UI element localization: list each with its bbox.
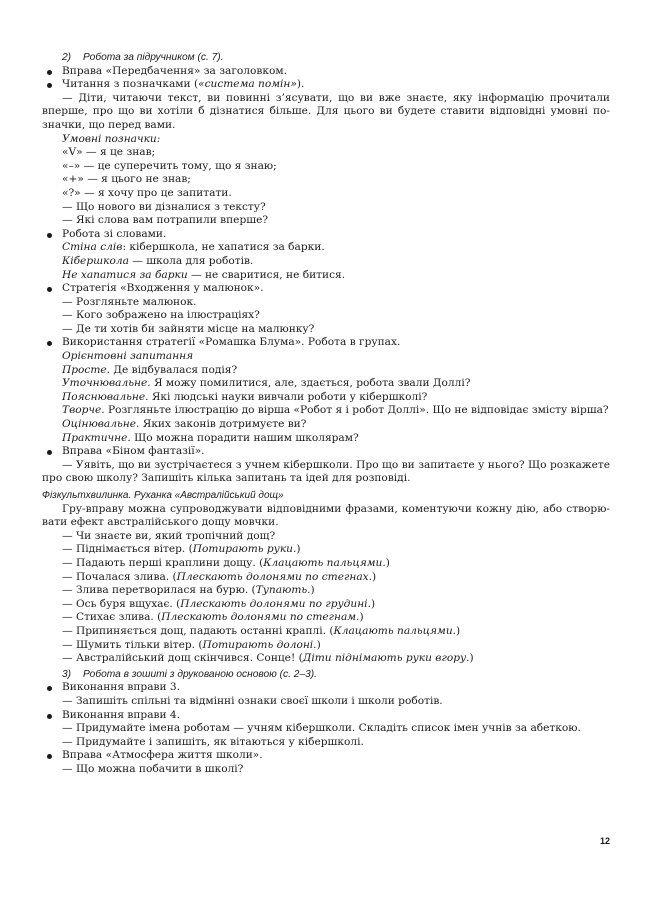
rain-end: ) (385, 556, 390, 569)
rain-note: Потирають руки. (192, 543, 297, 556)
section-heading-2 (62, 51, 610, 65)
rain-note: Клацають пальцями. (263, 556, 386, 569)
rain-text: — Австралійський дощ скінчився. Сонце! ( (62, 652, 303, 665)
bullet-prediction: Вправа «Передбачення» за заголовком. (42, 65, 610, 79)
rain-note: Плескають долонями по грудині. (180, 597, 371, 610)
rain-end: ) (296, 543, 301, 556)
bloom-question (42, 404, 610, 418)
rain-line (42, 611, 610, 625)
rain-text: — Падають перші краплини дощу. ( (62, 556, 264, 569)
bloom-label: Практичне. (62, 431, 131, 444)
bloom-question (42, 377, 610, 391)
rain-end: ) (310, 584, 315, 597)
section-number: 2) (62, 52, 72, 63)
word-term: Кібершкола (62, 254, 129, 267)
rain-text: — Ось буря вщухає. ( (62, 597, 181, 610)
question-line: — Що нового ви дізналися з тексту? (62, 200, 266, 213)
rain-text: — Почалася злива. ( (62, 570, 177, 583)
rain-note: Тупають. (255, 584, 311, 597)
bloom-label: Творче. (62, 404, 105, 417)
bloom-title (42, 350, 610, 364)
word-def: — школа для роботів. (128, 254, 254, 267)
bloom-text: Яких законів дотримуєте ви? (139, 418, 307, 431)
bullet-ex3: Виконання вправи 3. (42, 681, 610, 695)
rain-end: ) (316, 638, 321, 651)
mark-item: «?» — я хочу про це запитати. (62, 186, 232, 199)
rain-note: Плескають долонями по стегнам. (161, 611, 360, 624)
rain-line (42, 571, 610, 585)
section-number: 3) (62, 668, 72, 680)
mark-item: «–» — це суперечить тому, що я знаю; (62, 159, 277, 172)
rain-text: — Стихає злива. ( (62, 611, 162, 624)
rain-line (42, 543, 610, 557)
section-heading-3 (62, 668, 610, 682)
word-term: Не хапатися за барки (62, 268, 188, 281)
word-term: Стіна слів (62, 241, 123, 254)
rain-line (42, 530, 610, 544)
rain-text: — Припиняється дощ, падають останні краплі. ( (62, 624, 334, 637)
mark-item: «+» — я цього не знав; (62, 173, 191, 186)
bullet-bloom: Використання стратегії «Ромашка Блума». Робота в групах. (42, 336, 610, 350)
page-number: 12 (600, 836, 611, 846)
rain-line (42, 625, 610, 639)
rain-note: Клацають пальцями. (333, 624, 457, 637)
bloom-text: Що можна порадити нашим школярам? (130, 431, 359, 444)
bloom-label: Оцінювальне. (62, 418, 140, 431)
rain-note: Діти піднімають руки вгору. (302, 652, 470, 665)
rain-line (42, 652, 610, 666)
rain-end: ) (456, 624, 461, 637)
word-def: : кібершкола, не хапатися за барки. (122, 241, 325, 254)
rain-end: ) (371, 570, 377, 583)
mark-item: «V» — я це знав; (62, 146, 156, 159)
bullet-reading (42, 78, 610, 92)
fizkult-intro-line: Гру-вправу можна супроводжувати відповідними фразами, коментуючи кожну дію, або створю- (62, 502, 610, 515)
rain-text: — Чи знаєте ви, який тропічний дощ? (62, 529, 276, 542)
rain-end: ) (469, 652, 474, 665)
page-content (42, 51, 610, 776)
bullet-words: Робота зі словами. (42, 228, 610, 242)
bloom-question (42, 391, 610, 405)
reading-instruction-line: — Діти, читаючи текст, ви повинні з’ясувати, що ви вже знаєте, яку інформацію прочитали (62, 91, 610, 104)
bloom-question (42, 432, 610, 446)
ex4-line: — Придумайте імена роботам — учням кібершколи. Складіть список імен учнів за абеткою. (62, 722, 581, 735)
picture-question: — Розгляньте малюнок. (62, 295, 197, 308)
bloom-question (42, 364, 610, 378)
bullet-fantasy: Вправа «Біном фантазії». (42, 445, 610, 459)
bullet-ex4: Виконання вправи 4. (42, 709, 610, 723)
section-title: Робота за підручником (с. 7). (83, 52, 224, 63)
marks-title (42, 133, 610, 147)
reading-instruction-line: вперше, про що ви хотіли б дізнатися більше. Для цього ви будете ставити відповідні умовні по- (42, 105, 610, 118)
section-title: Робота в зошиті з друкованою основою (с. 2–3). (83, 668, 318, 680)
rain-line (42, 639, 610, 653)
bloom-text: Де відбувалася подія? (110, 363, 238, 376)
bloom-question (42, 418, 610, 432)
rain-note: Плескають долонями по стегнах. (176, 570, 372, 583)
ex3-line: — Запишіть спільні та відмінні ознаки своєї школи і школи роботів. (62, 694, 443, 707)
bloom-text: Я можу помилитися, але, здається, робота звали Доллі? (150, 377, 471, 390)
rain-line (42, 598, 610, 612)
marks-title-text: Умовні позначки: (62, 132, 161, 145)
rain-line (42, 557, 610, 571)
bullet-atmosphere: Вправа «Атмосфера життя школи». (42, 749, 610, 763)
rain-line (42, 584, 610, 598)
rain-note: Потирають долоні. (202, 638, 317, 651)
bloom-text: Які людські науки вивчали роботи у кібершколі? (148, 390, 428, 403)
bullet-text: Читання з позначками ( (62, 78, 199, 91)
bullet-strategy-picture: Стратегія «Входження у малюнок». (42, 282, 610, 296)
word-item (42, 241, 610, 255)
rain-text: — Злива перетворилася на бурю. ( (62, 584, 256, 597)
bloom-text: Розгляньте ілюстрацію до вірша «Робот я і робот Доллі». Що не відповідає змісту вірша? (104, 404, 609, 417)
bloom-label: Просте. (62, 363, 111, 376)
fantasy-line: — Уявіть, що ви зустрічаєтеся з учнем кібершколи. Про що ви запитаєте у нього? Що розкажете (62, 458, 610, 471)
question-line: — Які слова вам потрапили вперше? (62, 214, 269, 227)
bullet-italic: «система помін» (198, 78, 297, 91)
word-item (42, 269, 610, 283)
fizkult-heading: Фізкультхвилинка. Руханка «Австралійський дощ» (42, 490, 284, 501)
fantasy-line: про свою школу? Запишіть кілька запитань та ідей для розповіді. (42, 472, 411, 485)
word-item (42, 255, 610, 269)
bullet-text: ). (296, 78, 305, 91)
bloom-label: Уточнювальне. (62, 377, 151, 390)
rain-text: — Шумить тільки вітер. ( (62, 638, 203, 651)
reading-instruction-line: значки, що перед вами. (42, 118, 176, 131)
rain-end: ) (370, 597, 376, 610)
rain-end: ) (359, 611, 364, 624)
bloom-label: Пояснювальне. (62, 390, 149, 403)
picture-question: — Кого зображено на ілюстраціях? (62, 309, 260, 322)
ex4-line: — Придумайте і запишіть, як вітаються у кібершколі. (62, 735, 364, 748)
word-def: — не сваритися, не битися. (187, 268, 346, 281)
fizkult-intro-line: вати ефект австралійського дощу мовчки. (42, 516, 279, 529)
bloom-title-text: Орієнтовні запитання (62, 350, 194, 363)
atmosphere-line: — Що можна побачити в школі? (62, 762, 244, 775)
picture-question: — Де ти хотів би зайняти місце на малюнку? (62, 322, 315, 335)
rain-text: — Піднімається вітер. ( (62, 543, 193, 556)
